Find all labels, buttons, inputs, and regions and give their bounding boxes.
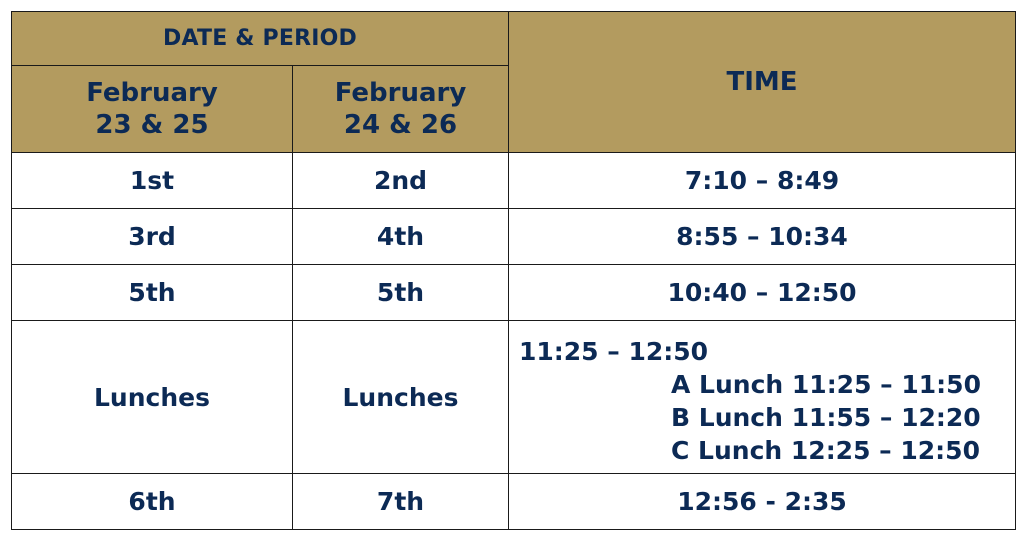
schedule-table	[11, 11, 1016, 530]
feb-23-25-line1: February	[86, 78, 218, 108]
feb-23-25-line2: 23 & 25	[95, 110, 209, 140]
feb-24-26-header	[293, 66, 509, 153]
table-row	[12, 265, 1016, 321]
lunch-row	[12, 321, 1016, 474]
time-header	[509, 12, 1016, 153]
table-row	[12, 153, 1016, 209]
time-cell: 8:55 – 10:34	[509, 209, 1016, 265]
period-cell-col1: 3rd	[12, 209, 293, 265]
date-period-header	[12, 12, 509, 66]
lunch-time-cell	[509, 321, 1016, 474]
period-cell-col1: 6th	[12, 474, 293, 530]
period-cell-col2: 7th	[293, 474, 509, 530]
feb-24-26-line2: 24 & 26	[343, 110, 458, 140]
lunch-range: 11:25 – 12:50	[519, 337, 709, 366]
period-cell-col2: 4th	[293, 209, 509, 265]
lunch-c: C Lunch 12:25 – 12:50	[671, 436, 980, 465]
time-header-label: TIME	[726, 67, 798, 97]
period-cell-col1: 5th	[12, 265, 293, 321]
lunches-cell-col2: Lunches	[293, 321, 509, 474]
period-cell-col1: 1st	[12, 153, 293, 209]
feb-23-25-header	[12, 66, 293, 153]
time-cell: 7:10 – 8:49	[509, 153, 1016, 209]
period-cell-col2: 2nd	[293, 153, 509, 209]
time-cell: 12:56 - 2:35	[509, 474, 1016, 530]
lunch-a: A Lunch 11:25 – 11:50	[671, 370, 981, 399]
table-row	[12, 209, 1016, 265]
lunch-b: B Lunch 11:55 – 12:20	[671, 403, 981, 432]
lunches-cell-col1: Lunches	[12, 321, 293, 474]
period-cell-col2: 5th	[293, 265, 509, 321]
lunch-list	[509, 368, 1015, 467]
date-period-label: DATE & PERIOD	[163, 26, 357, 51]
feb-24-26-line1: February	[334, 78, 467, 108]
time-cell: 10:40 – 12:50	[509, 265, 1016, 321]
table-row	[12, 474, 1016, 530]
